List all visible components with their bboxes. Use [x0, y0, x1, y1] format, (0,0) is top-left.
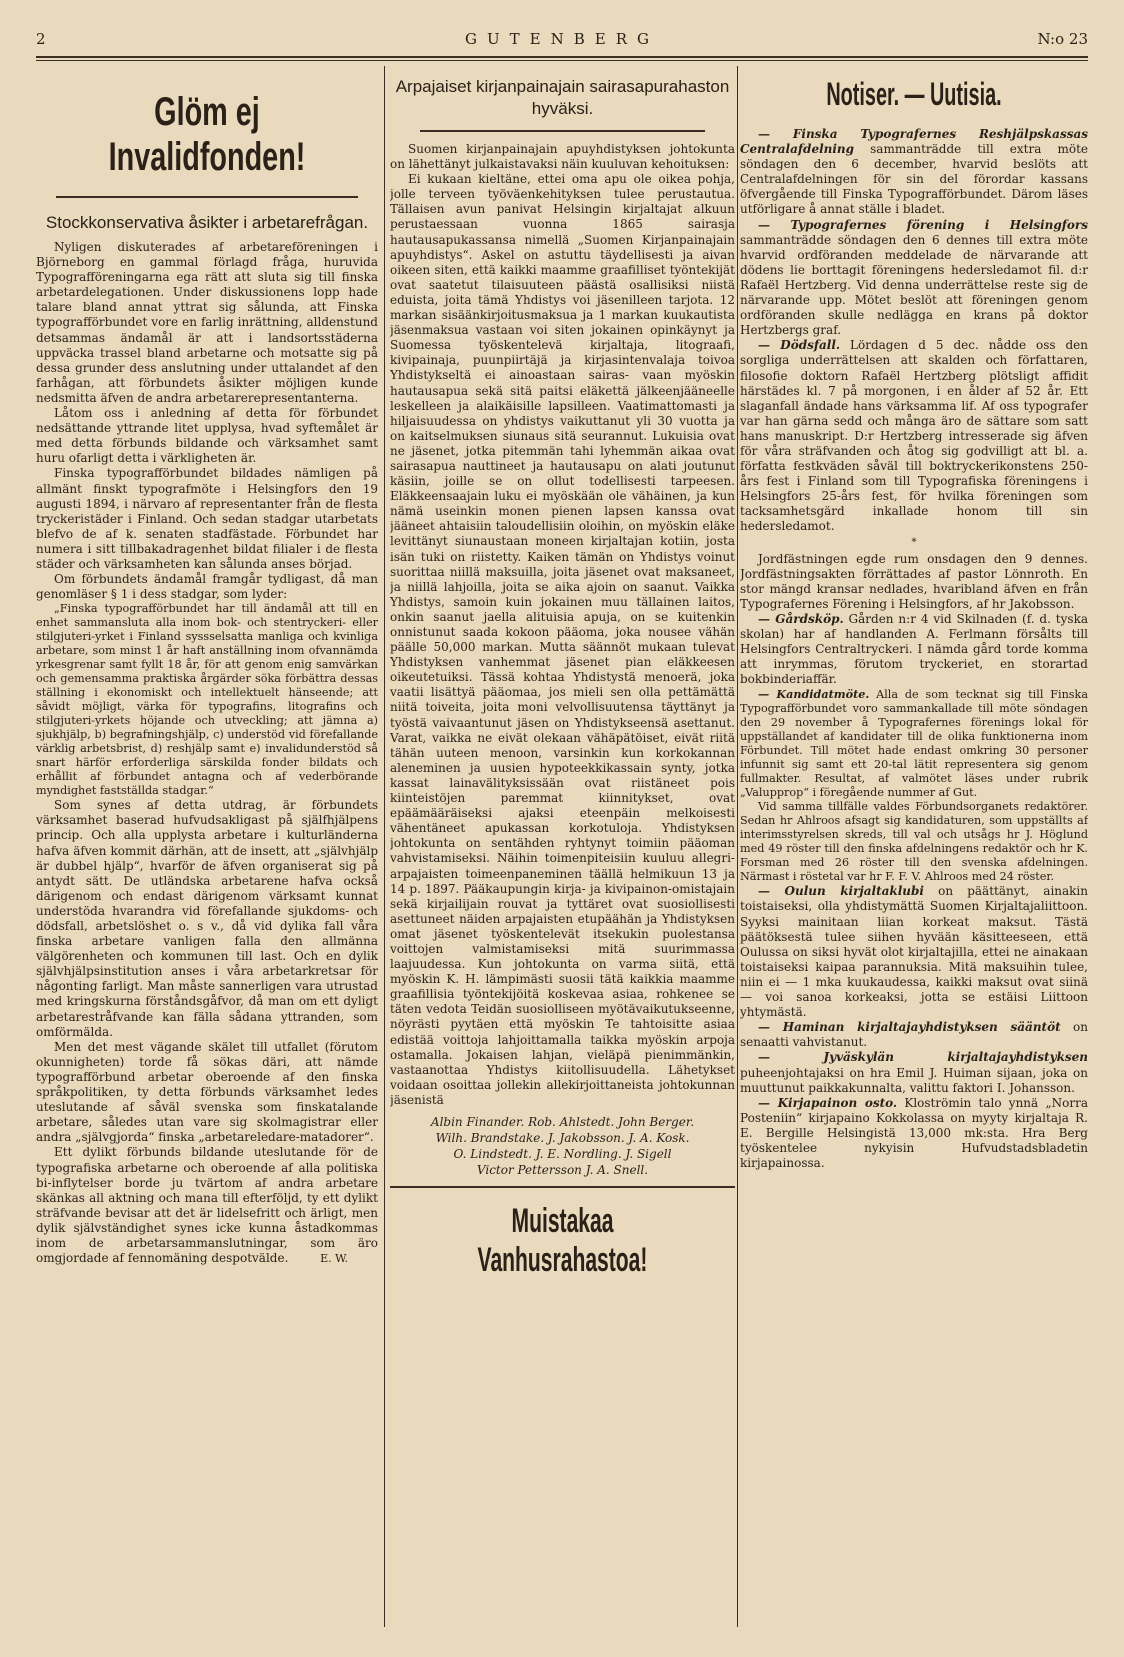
paragraph: Låtom oss i anledning af detta för förbundet nedsättande yttrande litet upplysa, hvad syftemålet är med detta förbunds bildande och värksamhet samt huru ofarligt detta i värkligheten är. [36, 406, 378, 466]
divider [390, 1186, 735, 1188]
paragraph: Suomen kirjanpainajain apuyhdistyksen johtokunta on lähettänyt julkaistavaksi näin kuuluvan kehoituksen: [390, 142, 735, 172]
paragraph: Finska typografförbundet bildades nämligen på allmänt finskt typografmöte i Helsingfors den 19 augusti 1894, i närvaro af representanter från de flesta tryckeristäder i Finland. Och sedan stadgar utarbetats blefvo de af k. senaten stadfästade. Förbundet har numera i sitt tillbakadragenhet bildat filialer i de flesta städer och värksamheten kan sålunda anses börjad. [36, 466, 378, 571]
column-divider [384, 66, 385, 1627]
notice: — Typografernes förening i Helsingfors sammanträdde söndagen den 6 dennes till extra möte hvarvid ordföranden meddelade de närvarande att dödens lie borttagit föreningens hedersledamot fil. d:r Rafaël Hertzberg. Vid denna underrättelse reste sig de närvarande upp. Mötet beslöt att föreningen genom ordföranden skulle nedlägga en krans på doktor Hertzbergs graf. [740, 217, 1088, 338]
column-right [740, 66, 1088, 1627]
signatory-line: Victor Pettersson J. A. Snell. [476, 1163, 649, 1177]
notice: — Gårdsköp. Gården n:r 4 vid Skilnaden (f. d. tyska skolan) har af handlanden A. Ferlmann försålts till Helsingfors Centraltryckeri. I nämda gård torde komma att inrymmas, förutom tryckeriet, en storartad bokbinderiaffär. [740, 611, 1088, 687]
section-star: * [911, 536, 917, 548]
signatory-line: O. Lindstedt. J. E. Nordling. J. Sigell [453, 1147, 672, 1161]
notice-title: — Haminan kirjaltajayhdistyksen sääntöt [758, 1020, 1061, 1035]
article-title: Stockkonservativa åsikter i arbetarefrågan. [45, 213, 369, 232]
header-rule-thin [36, 60, 1088, 61]
signature: E. W. [320, 1252, 348, 1266]
paragraph: Som synes af detta utdrag, är förbundets värksamhet baserad hufvudsakligast på själfhjälpens princip. Och alla upplysta arbetare i kulturländerna hafva äfven kommit därhän, att de insett, att „självhjälp är dubbel hjälp“, hvarför de äfven organiserat sig på antydt sätt. De utländska arbetarene hafva också därigenom och endast därigenom värksamt kunnat understöda hvarandra vid förefallande sjukdoms- och dödsfall, arbetslöshet o. s v., då vid dylika fall våra finska arbetare vanligen falla den allmänna välgörenheten och kommunen till last. Och en dylik självhjälpsinstitution anses i våra arbetarkretsar för någonting farligt. Man måste sannerligen vara utrustad med kringskurna förståndsgåfvor, då man om ett dyligt arbetarestråfvande kan fälla sådana yttranden, som omförmälda. [36, 798, 378, 1039]
header-rule [36, 56, 1088, 58]
notice: — Kirjapainon osto. Kloströmin talo ynnä „Norra Posteniin“ kirjapaino Kokkolassa on myyty kirjaltaja R. E. Bergille Helsingistä 13,000 mk:sta. Hra Berg työskentelee nykyisin Hufvudstadsbladetin kirjapainossa. [740, 1095, 1088, 1171]
column-middle [390, 66, 735, 1627]
divider [420, 130, 705, 132]
notice: Jordfästningen egde rum onsdagen den 9 dennes. Jordfästningsakten förrättades af pastor Lönnroth. En stor mängd kransar nedlades, hvaribland äfven en från Typografernes Förening i Helsingfors, af hr Jakobsson. [740, 551, 1088, 611]
divider [56, 196, 358, 198]
notice-title: — Gårdsköp. [758, 611, 844, 626]
notice-title: — Oulun kirjaltaklubi [758, 884, 924, 899]
notice: Vid samma tillfälle valdes Förbundsorganets redaktörer. Sedan hr Ahlroos afsagt sig kandidaturen, som uppställts af interimsstyrelsen skreds, till val och utsågs hr J. Höglund med 49 röster till den finska afdelningens redaktör och hr K. Forsman med 26 röster till den svenska afdelningen. Närmast i röstetal var hr F. F. V. Ahlroos med 24 röster. [740, 800, 1088, 884]
paragraph: Nyligen diskuterades af arbetareföreningen i Björneborg en gammal förlagd fråga, huruvida Typografföreningarna ega rätt att sluta sig till finska arbetardelegationen. Under diskussionens lopp hade talare bland annat yttrat sig sålunda, att Finska typografförbundet vore en farlig inrättning, alldenstund detsammas ändamål är att i landsortsstäderna uppväcka trassel bland arbetarne och motsatte sig på dessa grunder dess anslutning under uttalandet af den farhågan, att förbundets åsikter möjligen kunde nedsmitta äfven de andra arbetarerepresentanterna. [36, 240, 378, 405]
paragraph: Om förbundets ändamål framgår tydligast, då man genomläser § 1 i dess stadgar, som lyder: [36, 572, 378, 602]
paragraph: Ett dylikt förbunds bildande uteslutande för de typografiska arbetarne och oberoende af alla politiska bi-inflytelser borde ju tvärtom af andra arbetare skänkas all aktning och mana till efterföljd, ty ett dylikt sträfvande bevisar att det är lidelsefritt och ärligt, men dylik självständighet synes icke kunna åstadkommas inom de arbetarsammanslutningar, som äro omgjordade af fennomäning despotvälde. [36, 1145, 378, 1266]
newspaper-title: GUTENBERG [465, 30, 659, 48]
signatories [390, 1114, 735, 1178]
column-left [36, 66, 378, 1627]
signatory-line: Wilh. Brandstake. J. Jakobsson. J. A. Kosk. [435, 1131, 690, 1145]
notice: — Finska Typografernes Reshjälpskassas Centralafdelning sammanträdde till extra möte söndagen den 6 december, hvarvid beslöts att Centralafdelningen för sin del förordar kassans öfvergående till Finska Typografförbundet. Därom läses utförligare å annat ställe i bladet. [740, 127, 1088, 217]
paragraph: Men det mest vägande skälet till utfallet (förutom okunnigheten) torde få sökas däri, att nämde typografförbund arbetar oberoende af den finska språkpolitiken, ty detta förbunds värksamhet ledes uteslutande af såväl svenska som finskatalande arbetare, således utan vare sig skolmagistrar eller andra „självgjorda“ finska „arbetareledare-matadorer“. [36, 1039, 378, 1145]
issue-number: N:o 23 [1037, 30, 1088, 48]
page-number: 2 [36, 30, 46, 48]
notice: — Oulun kirjaltaklubi on päättänyt, ainakin toistaiseksi, olla yhdistymättä Suomen Kirjaltajaliittoon. Syyksi mainitaan liian korkeat maksut. Tästä päätöksestä tulee siihen hyvään käsitteeseen, että Oulussa on siksi hyvät olot kirjaltajilla, ettei ne ainakaan toistaiseksi kaipaa parannuksia. Mitä maksuihin tulee, niin ei — 1 mka kuukaudessa, kaikki maksut ovat siinä — voi sanoa korkeaksi, jotta se estäisi Liittoon yhtymästä. [740, 884, 1088, 1020]
notice-title: — Finska Typografernes Reshjälpskassas Centralafdelning [740, 127, 1088, 157]
notice: — Jyväskylän kirjaltajayhdistyksen puheenjohtajaksi on hra Emil J. Huiman sijaan, joka on muuttunut paikkakunnalta, valittu faktori I. Johansson. [740, 1050, 1088, 1095]
notice-title: — Jyväskylän kirjaltajayhdistyksen [758, 1050, 1088, 1065]
notice-title: — Typografernes förening i Helsingfors [758, 217, 1088, 232]
notice: — Kandidatmöte. Alla de som tecknat sig till Finska Typografförbundet voro sammankallade till möte söndagen den 29 november å Typografernes förenings lokal för uppställandet af kandidater till de olika funktionerna inom Förbundet. Till mötet hade endast omkring 30 personer infunnit sig samt ett 20-tal lätit representera sig genom fullmakter. Resultat, af valmötet läses under rubrik „Valupprop“ i föregående nummer af Gut. [740, 687, 1088, 800]
column-divider [737, 66, 738, 1627]
signatory-line: Albin Finander. Rob. Ahlstedt. John Berger. [430, 1115, 695, 1129]
notice-title: — Kirjapainon osto. [758, 1095, 898, 1110]
quote-paragraph: „Finska typografförbundet har till ändamål att till en enhet sammansluta alla inom bok- och stentryckeri- eller stilgjuteri-yrket i Finland syssselsatta manliga och kvinliga arbetare, som minst 1 år haft anställning inom ofvannämda yrkesgrenar samt fyllt 18 år, för att genom enig samvärkan och gemensamma praktiska årgärder söka förbättra dessas ställning i ekonomiskt och intellektuelt hänseende; att såvidt möjligt, värka för typografins, litografins och stilgjuteri-yrkets höjande och utveckling; att jämna a) sjukhjälp, b) begrafningshjälp, c) understöd vid förefallande värklig arbetsbrist, d) reshjälp samt e) invalidunderstöd så snart härför erforderliga särskilda fonder bildats och erhållit af förbundet antagna och af vederbörande myndighet fastställda stadgar.“ [36, 602, 378, 798]
notice: — Dödsfall. Lördagen d 5 dec. nådde oss den sorgliga underrättelsen att skalden och författaren, filosofie doktorn Rafaël Hertzberg plötsligt affidit härstädes kl. 7 på morgonen, i en ålder af 52 år. Ett slaganfall ändade hans värksamma lif. Af oss typografer var han gärna sedd och många äro de sättare som satt hans manuskript. D:r Hertzberg intresserade sig äfven för våra sträfvanden och åtog sig godvilligt att bl. a. författa festkväden såväl till boktryckerikonstens 250-års fest i Finland som till Typografiska föreningens i Helsingfors 25-års fest, för hvilka föreningen som tacksamhetsgärd inkallade honom till sin hedersledamot. [740, 338, 1088, 534]
page-header [36, 30, 1088, 52]
notice-title: — Kandidatmöte. [758, 687, 870, 702]
headline-vanhusrahasto: Muistakaa Vanhusrahastoa! [477, 1202, 648, 1279]
notice: — Haminan kirjaltajayhdistyksen sääntöt on senaatti vahvistanut. [740, 1020, 1088, 1050]
headline-invalidfonden: Glöm ej Invalidfonden! [108, 90, 306, 179]
headline-notiser: Notiser. — Uutisia. [826, 76, 1002, 112]
paragraph: Ei kukaan kieltäne, ettei oma apu ole oikea pohja, jolle terveen työväenkehityksen tulee perustautua. Tällaisen avun panivat Helsingin kirjaltajat alkuun perustaessaan vuonna 1865 sairasja hautausapukassansa nimellä „Suomen Kirjanpainajain apuyhdistys“. Askel on astuttu täydellisesti ja aivan oikeen siten, että kaikki maamme graafilliset työntekijät ovat saatetut tilaisuuteen päästä osallisiksi niistä eduista, joita tämä Yhdistys voi jäsenilleen tarjota. 12 markan sisäänkirjoitusmaksua ja 1 markan kuukautista jäsenmaksua vastaan voi siten jokainen opinkäynyt ja Suomessa työskentelevä kirjaltaja, litograafi, kivipainaja, puunpiirtäjä ja kirjasintenvalaja toivoa Yhdistykseltä ei ainoastaan sairas- vaan myöskin hautausapua sekä sitä paitsi eläkettä jälkeenjääneelle leskelleen ja alaikäisille lapsilleen. Vaatimattomasti ja hiljaisuudessa on yhdistys vaikuttanut yli 30 vuotta ja on kaitselmuksen siunaus sitä seurannut. Lukuisia ovat ne jäsenet, jotka pitemmän tahi lyhemmän aikaa ovat sairasapua nauttineet ja hautausapu on alati joutunut käsiin, joille se on ollut todellisesti tarpeesen. Eläkkeensaajain luku ei myöskään ole vähäinen, ja kun nämä useinkin monen pienen lapsen kanssa ovat jääneet ahtaisiin taloudellisiin oloihin, on myöskin eläke levittänyt siunaustaan moneen kirjaltajan kotiin, josta isän tuki on riistetty. Kaiken tämän on Yhdistys voinut suorittaa niillä maksuilla, joita jäsenet ovat maksaneet, ja niillä lahjoilla, joita se aika ajoin on saanut. Vaikka Yhdistys, samoin kuin jokainen muu tällainen laitos, onkin saanut jaella alituisia apuja, on se kuitenkin onnistunut saada kokoon pääoma, joka nousee vähän päälle 50,000 markan. Mutta säännöt mukaan tulevat Yhdistyksen vanhemmat jäsenet pian eläkkeesen oikeutetuiksi. Tässä kohtaa Yhdistystä menoerä, joka vaatii lisättyä pääomaa, jos mieli sen olla pettämättä niitä toiveita, joita moni velvollisuutensa täyttänyt ja työstä vaivaantunut jäsen on Yhdistykseensä asettanut. Varat, vaikka ne eivät olekaan vähäpätöiset, eivät riitä tähän uuteen menoon, varsinkin kun korkokannan aleneminen ja uusien hypoteekkikassain synty, jotka kassat lainavälityksissään ovat riistäneet pois kiinteistöjen paremmat kiinnitykset, ovat epäämääräiseksi ajaksi eteenpäin melkoisesti vähentäneet apukassan korkotuloja. Yhdistyksen johtokunta on sentähden ryhtynyt toimiin pääoman vahvistamiseksi. Näihin toimenpiteisiin kuuluu allegri-arpajaisten toimeenpaneminen täällä helmikuun 13 ja 14 p. 1897. Pääkaupungin kirja- ja kivipainon-omistajain sekä kirjailijain rouvat ja tyttäret ovat suosiollisesti asettuneet näiden arpajaisten etupäähän ja Yhdistyksen omat jäsenet työskentelevät itsekukin puolestansa voittojen valmistamiseksi mitä suurimmassa laajuudessa. Kun johtokunta on varma siitä, että myöskin K. H. lämpimästi suosii tätä kaikkia maamme graafillisia työntekijöitä koskevaa asiaa, rohkenee se täten vedota Teidän suosiolliseen myötävaikutukseenne, nöyrästi pyytäen että myöskin Te tahtoisitte asiaa edistää voittoja lahjoittamalla taikka myöskin arpoja ostamalla. Jokaisen lahjan, vieläpä pienimmänkin, vastaanottaa Yhdistys kiitollisuudella. Lähetykset voidaan osoittaa jollekin allekirjoittaneista johtokunnan jäsenistä [390, 172, 735, 1107]
article-title: Arpajaiset kirjanpainajain sairasapurahaston hyväksi. [395, 77, 730, 118]
notice-title: — Dödsfall. [758, 338, 841, 353]
